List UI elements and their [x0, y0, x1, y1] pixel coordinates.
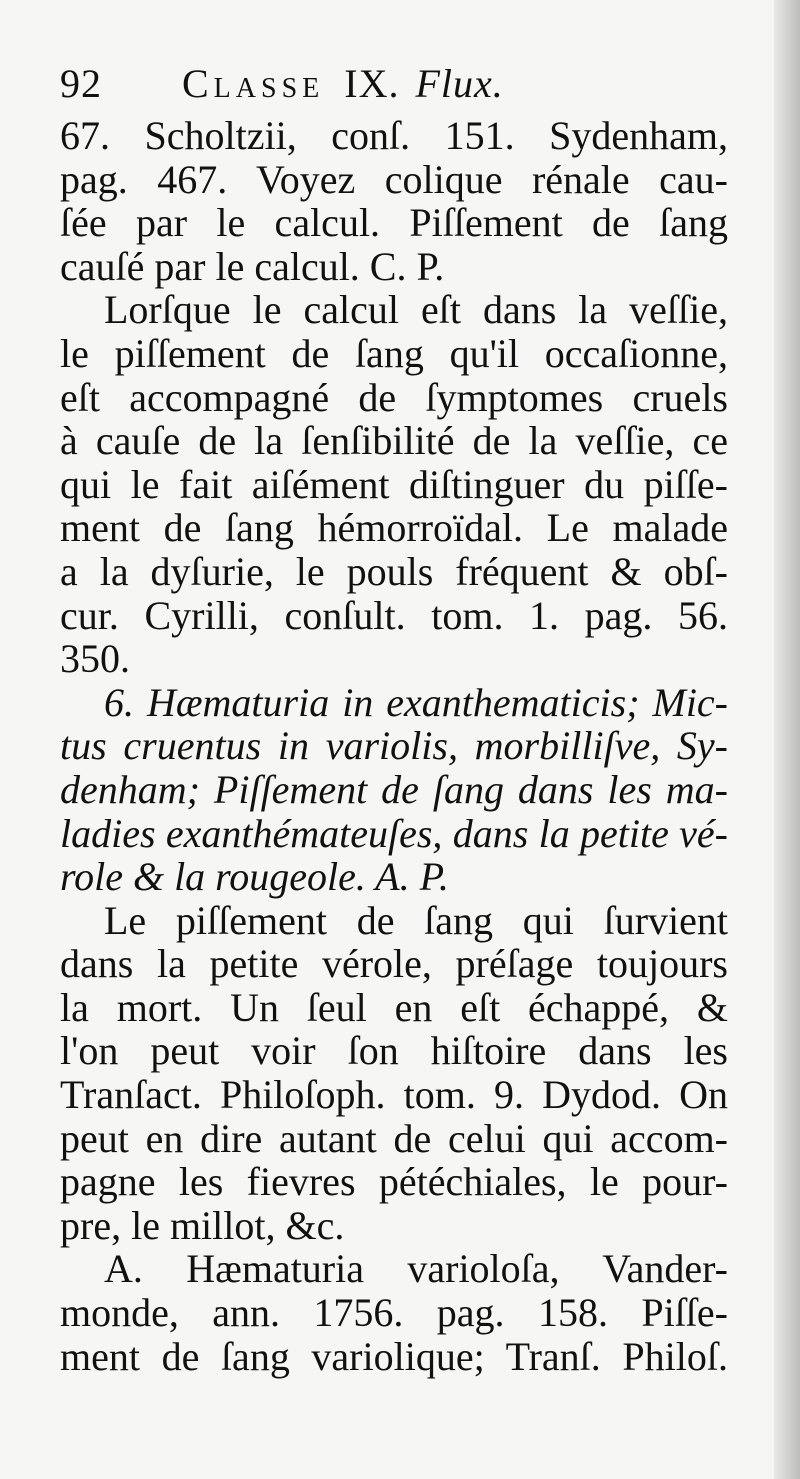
text-line: tus cruentus in variolis, morbilliſve, Sy-: [60, 723, 728, 769]
running-header: [60, 62, 728, 114]
text-line: qui le fait aiſément diſtinguer du piſſe-: [60, 461, 728, 507]
text-block: [60, 62, 728, 1378]
page-number: 92: [60, 61, 102, 106]
text-line: ſée par le calcul. Piſſement de ſang: [60, 200, 728, 246]
text-line: la mort. Un ſeul en eſt échappé, &: [60, 984, 728, 1030]
text-line: Lorſque le calcul eſt dans la veſſie,: [104, 287, 728, 333]
paragraph-1: [60, 114, 728, 288]
text-line: monde, ann. 1756. pag. 158. Piſſe-: [60, 1290, 728, 1336]
text-line: le piſſement de ſang qu'il occaſionne,: [60, 330, 728, 376]
text-line: cur. Cyrilli, conſult. tom. 1. pag. 56.: [60, 592, 728, 638]
paragraph-3: [60, 681, 728, 899]
text-line: pag. 467. Voyez colique rénale cau-: [60, 156, 728, 202]
text-line: pre, le millot, &c.: [60, 1202, 345, 1248]
text-line: cauſé par le calcul. C. P.: [60, 243, 445, 289]
text-line: Le piſſement de ſang qui ſurvient: [104, 897, 728, 943]
paragraph-5: [60, 1247, 728, 1378]
paragraph-2: [60, 288, 728, 680]
text-line: ment de ſang hémorroïdal. Le malade: [60, 505, 728, 551]
paragraph-4: [60, 899, 728, 1248]
text-line: 6. Hæmaturia in exanthematicis; Mic-: [104, 679, 728, 725]
text-line: eſt accompagné de ſymptomes cruels: [60, 374, 728, 420]
text-line: role & la rougeole. A. P.: [60, 854, 449, 900]
text-line: à cauſe de la ſenſibilité de la veſſie, ce: [60, 418, 728, 464]
text-line: 350.: [60, 636, 130, 682]
page-edge: [774, 0, 800, 1479]
text-line: a la dyſurie, le pouls fréquent & obſ-: [60, 548, 728, 594]
text-line: peut en dire autant de celui qui accom-: [60, 1115, 728, 1161]
text-line: ment de ſang variolique; Tranſ. Philoſ.: [60, 1333, 728, 1379]
text-line: ladies exanthémateuſes, dans la petite vé-: [60, 810, 728, 856]
text-line: l'on peut voir ſon hiſtoire dans les: [60, 1028, 728, 1074]
text-line: pagne les fievres pétéchiales, le pour-: [60, 1159, 728, 1205]
text-line: denham; Piſſement de ſang dans les ma-: [60, 766, 728, 812]
header-classe: Classe: [182, 61, 325, 106]
text-line: A. Hæmaturia varioloſa, Vander-: [104, 1246, 728, 1292]
header-section: Flux.: [415, 61, 504, 106]
text-line: Tranſact. Philoſoph. tom. 9. Dydod. On: [60, 1072, 728, 1118]
text-line: dans la petite vérole, préſage toujours: [60, 941, 728, 987]
header-class-number: IX.: [344, 61, 400, 106]
text-line: 67. Scholtzii, conſ. 151. Sydenham,: [60, 113, 728, 158]
